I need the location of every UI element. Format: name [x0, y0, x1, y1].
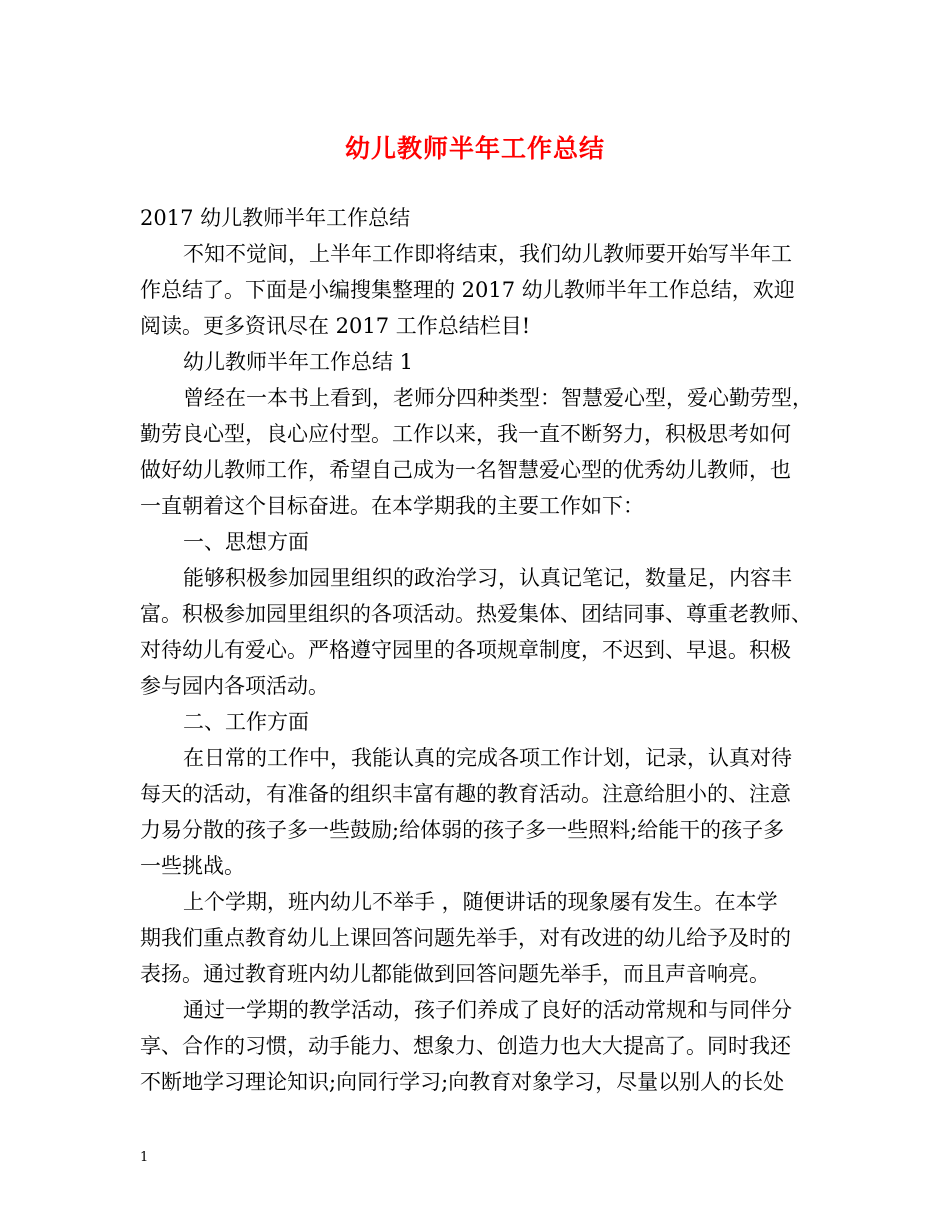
paragraph-line: 对待幼儿有爱心。严格遵守园里的各项规章制度，不迟到、早退。积极 [140, 638, 791, 662]
paragraph-line: 参与园内各项活动。 [140, 674, 329, 698]
paragraph-line: 期我们重点教育幼儿上课回答问题先举手，对有改进的幼儿给予及时的 [140, 926, 791, 950]
paragraph-line: 阅读。更多资讯尽在 2017 工作总结栏目! [140, 314, 531, 338]
paragraph-line: 做好幼儿教师工作，希望自己成为一名智慧爱心型的优秀幼儿教师，也 [140, 458, 791, 482]
paragraph-line: 一直朝着这个目标奋进。在本学期我的主要工作如下： [140, 494, 644, 518]
paragraph-line: 不断地学习理论知识;向同行学习;向教育对象学习，尽量以别人的长处 [140, 1070, 785, 1094]
paragraph-line: 一些挑战。 [140, 854, 245, 878]
paragraph-line: 每天的活动，有准备的组织丰富有趣的教育活动。注意给胆小的、注意 [140, 782, 791, 806]
document-title: 幼儿教师半年工作总结 [344, 134, 605, 163]
page-number: 1 [140, 1150, 149, 1165]
paragraph-line: 上个学期，班内幼儿不举手 ，随便讲话的现象屡有发生。在本学 [183, 890, 778, 914]
paragraph-line: 享、合作的习惯，动手能力、想象力、创造力也大大提高了。同时我还 [140, 1034, 791, 1058]
paragraph-line: 不知不觉间，上半年工作即将结束，我们幼儿教师要开始写半年工 [183, 242, 792, 266]
section-heading: 一、思想方面 [183, 530, 309, 554]
section-heading: 二、工作方面 [183, 710, 309, 734]
paragraph-line: 作总结了。下面是小编搜集整理的 2017 幼儿教师半年工作总结，欢迎 [140, 278, 795, 302]
paragraph-line: 富。积极参加园里组织的各项活动。热爱集体、团结同事、尊重老教师、 [140, 602, 812, 626]
paragraph-line: 通过一学期的教学活动，孩子们养成了良好的活动常规和与同伴分 [183, 998, 792, 1022]
paragraph-line: 表扬。通过教育班内幼儿都能做到回答问题先举手，而且声音响亮。 [140, 962, 770, 986]
paragraph-line: 力易分散的孩子多一些鼓励;给体弱的孩子多一些照料;给能干的孩子多 [140, 818, 785, 842]
paragraph-line: 能够积极参加园里组织的政治学习，认真记笔记，数量足，内容丰 [183, 566, 792, 590]
paragraph-line: 勤劳良心型，良心应付型。工作以来，我一直不断努力，积极思考如何 [140, 422, 791, 446]
paragraph-line: 曾经在一本书上看到，老师分四种类型：智慧爱心型，爱心勤劳型， [183, 386, 813, 410]
subtitle-line: 2017 幼儿教师半年工作总结 [140, 206, 411, 230]
paragraph-line: 在日常的工作中，我能认真的完成各项工作计划，记录，认真对待 [183, 746, 792, 770]
section-heading: 幼儿教师半年工作总结 1 [183, 350, 414, 374]
